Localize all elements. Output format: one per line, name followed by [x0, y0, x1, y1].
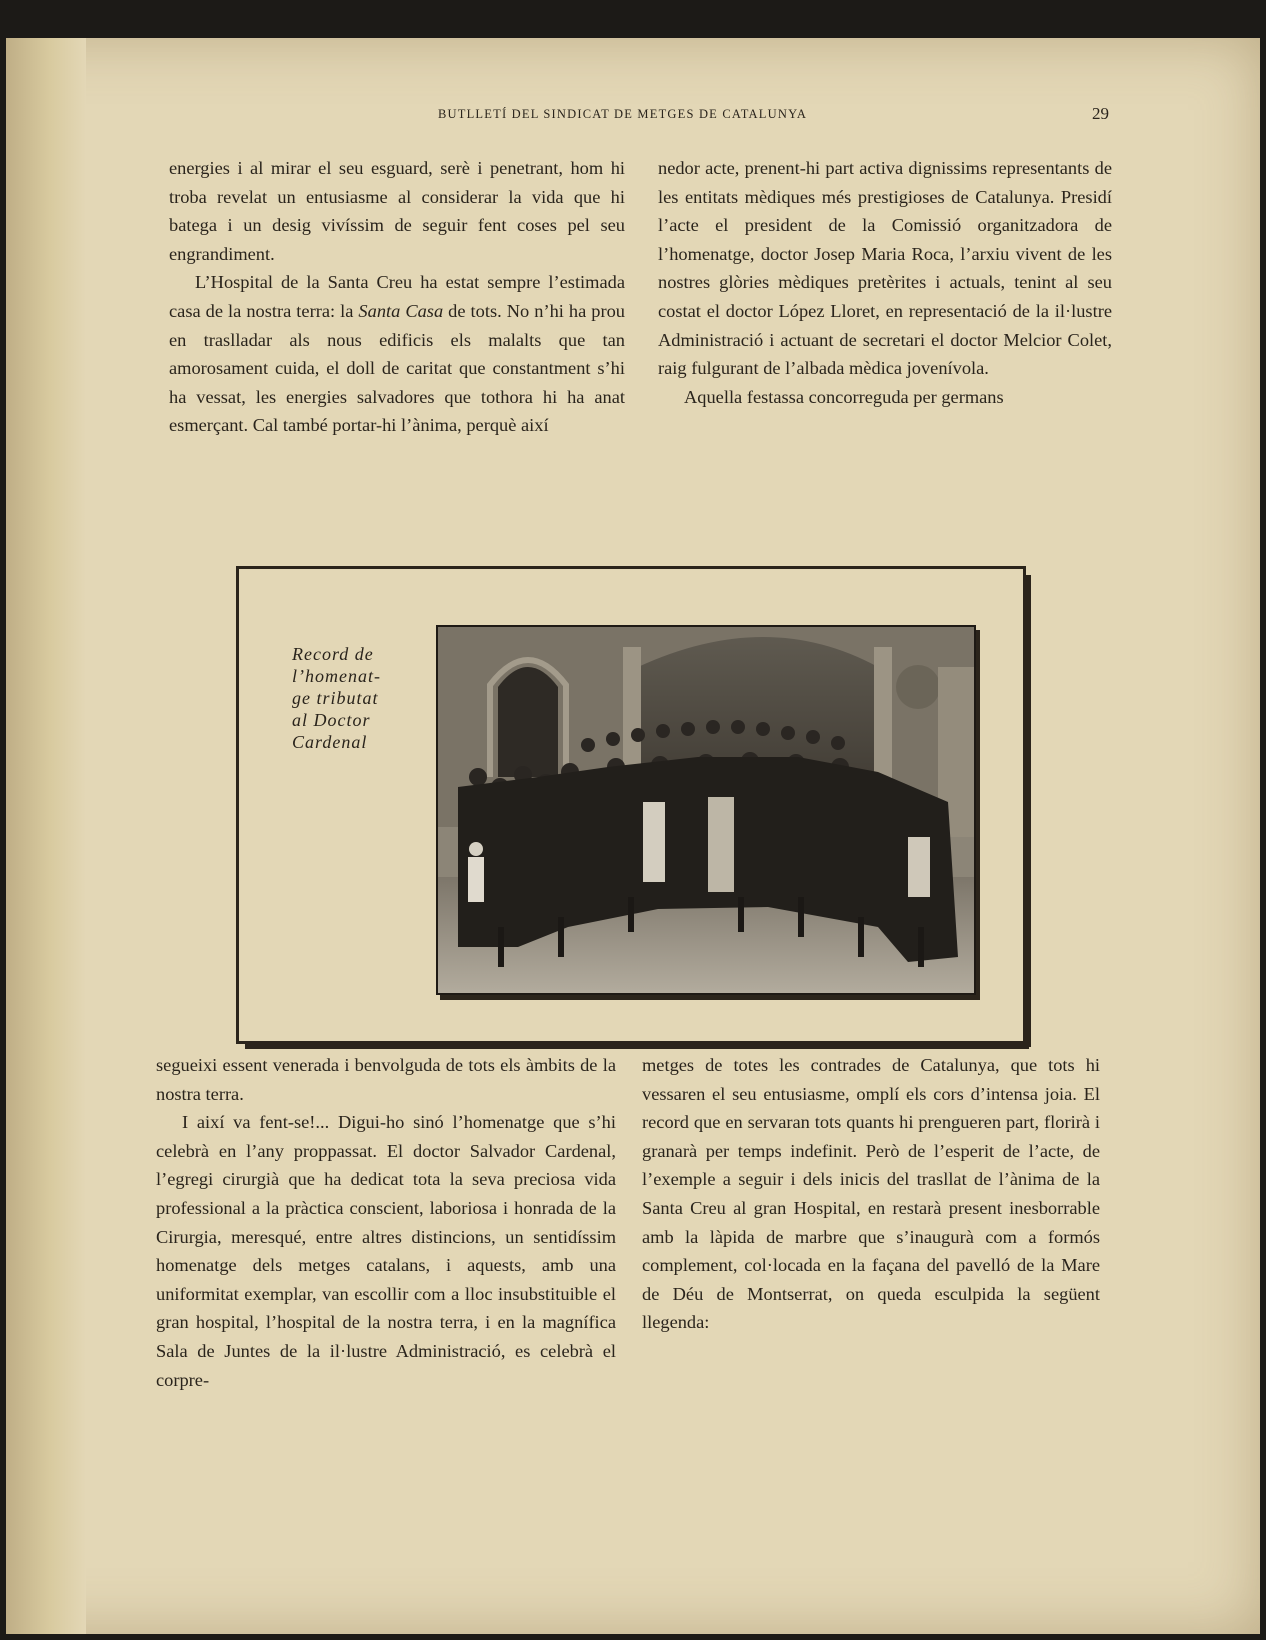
paragraph: I així va fent-se!... Digui-ho sinó l’homenatge que s’hi celebrà en l’any proppassat. El doctor Salvador Cardenal, l’egregi cirurgià que ha dedicat tota la seva preciosa vida professional a la pràctica conscient, laboriosa i honrada de la Cirurgia, meresqué, entre altres distincions, un sentidíssim homenatge dels metges catalans, i aquests, amb una uniformitat exemplar, van escollir com a lloc insubstituible el gran hospital, l’hospital de la nostra terra, i en la magnífica Sala de Juntes de la il·lustre Administració, es celebrà el corpre- — [156, 1112, 616, 1390]
group-photograph — [436, 625, 976, 995]
page-binding-shadow — [6, 38, 86, 1634]
frame-shadow — [1026, 575, 1031, 1047]
text-run: de tots. No n’hi ha prou en traslladar als nous edificis els malalts que tan amorosament cuida, el doll de caritat que constantment s’hi ha vessat, les energies salvadores que tothora hi ha anat esmerçant. Cal també portar-hi l’ànima, perquè així — [169, 300, 625, 436]
page — [6, 38, 1260, 1634]
paragraph: Aquella festassa concorreguda per germans — [684, 386, 1004, 407]
paragraph — [169, 268, 625, 440]
italic-text-run: Santa Casa — [358, 300, 444, 321]
page-number: 29 — [1092, 104, 1109, 123]
caption-line: l’homenat- — [292, 666, 381, 686]
column-top-right — [658, 154, 1112, 411]
caption-line: Cardenal — [292, 732, 368, 752]
column-top-left — [169, 154, 625, 440]
caption-line: Record de — [292, 644, 374, 664]
figure-caption — [292, 643, 402, 753]
paragraph: energies i al mirar el seu esguard, serè i penetrant, hom hi troba revelat un entusiasme al considerar la vida que hi batega i un desig vivíssim de seguir fent coses pel seu engrandiment. — [169, 158, 625, 264]
caption-line: al Doctor — [292, 710, 371, 730]
running-head: BUTLLETÍ DEL SINDICAT DE METGES DE CATALUNYA — [438, 107, 808, 121]
column-bottom-left — [156, 1051, 616, 1394]
paragraph: segueixi essent venerada i benvolguda de tots els àmbits de la nostra terra. — [156, 1055, 616, 1104]
text-run: L’Hospital de la Santa Creu ha estat sempre l’estimada casa de la nostra terra: la — [169, 272, 625, 321]
caption-line: ge tributat — [292, 688, 379, 708]
column-bottom-right — [642, 1051, 1100, 1337]
paragraph: nedor acte, prenent-hi part activa dignissims representants de les entitats mèdiques més prestigioses de Catalunya. Presidí l’acte el president de la Comissió organitzadora de l’homenatge, doctor Josep Maria Roca, l’arxiu vivent de les nostres glòries mèdiques pretèrites i actuals, tenint al seu costat el doctor López Lloret, en representació de la il·lustre Administració i actuant de secretari el doctor Melcior Colet, raig fulgurant de l’albada mèdica jovenívola. — [658, 158, 1112, 379]
paragraph: metges de totes les contrades de Catalunya, que tots hi vessaren el seu entusiasme, omplí els cors d’intensa joia. El record que en servaran tots quants hi prengueren part, florirà i granarà per temps indefinit. Però de l’esperit de l’acte, de l’exemple a seguir i dels inicis del trasllat de l’ànima de la Santa Creu al gran Hospital, en restarà present inesborrable amb la làpida de marbre que s’inaugurà com a formós complement, col·locada en la façana del pavelló de la Mare de Déu de Montserrat, on queda esculpida la següent llegenda: — [642, 1055, 1100, 1333]
frame-shadow — [245, 1044, 1029, 1049]
photo-illustration — [438, 627, 974, 993]
